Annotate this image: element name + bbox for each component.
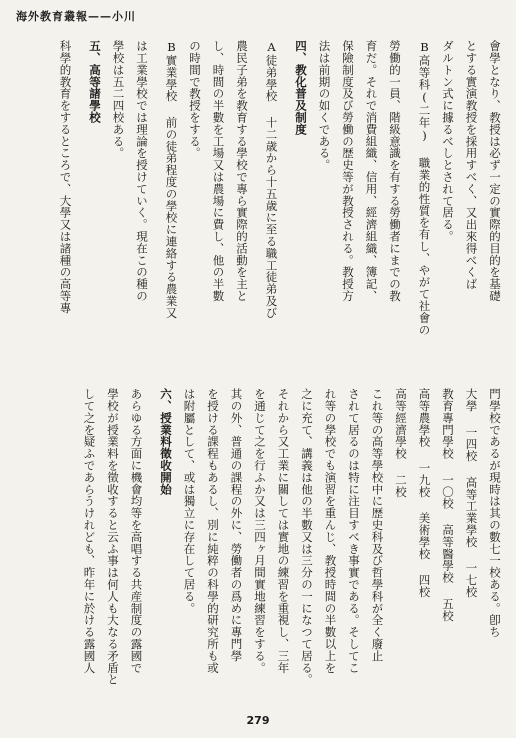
text-line: されて居るのは特に注目すべき事實である。そしてこ xyxy=(347,388,361,674)
text-line: を通じて之を行ふか又は三四ヶ月間實地練習をする。 xyxy=(253,388,267,674)
text-line: 教育專門學校 一〇校 高等醫學校 五校 xyxy=(441,388,455,622)
text-line: 學校は五二四校ある。 xyxy=(111,40,126,159)
text-line: し、時間の半數を工場又は農場に費し、他の半數 xyxy=(211,40,226,302)
upper-text-block xyxy=(16,40,506,370)
text-line: 其の外、普通の課程の外に、勞働者の爲めに專門學 xyxy=(229,388,244,662)
text-line: 學校が授業料を徵收すると云ふ事は何人も大なる矛盾と xyxy=(106,388,120,686)
text-line: あらゆる方面に機會均等を高唱する共産制度の露國で xyxy=(129,388,144,674)
text-line: B高等科(二年) 職業的性質を有し、やがて社會の xyxy=(417,40,432,336)
text-line: 會學となり、教授は必ず一定の實際的目的を基礎 xyxy=(488,40,502,302)
running-head: 海外教育叢報——小川 xyxy=(16,10,136,23)
text-line: 門學校であるが現時は其の數七一校ある。卽ち xyxy=(488,388,502,638)
text-line: は附屬として、或は獨立に存在して居る。 xyxy=(182,388,197,615)
lower-text-block xyxy=(16,388,506,706)
section-heading: 六、授業料徵收開始 xyxy=(159,388,173,496)
text-line: は工業學校では理論を授けていく。現在この種の xyxy=(135,40,149,302)
text-line: これ等の高等學校中に歴史科及び哲學科が全く廢止 xyxy=(370,388,385,662)
text-line: 法は前期の如くである。 xyxy=(317,40,332,171)
text-line: の時間で教授をする。 xyxy=(188,40,202,159)
text-line: 科學的教育をするところで、大學又は諸種の高等專 xyxy=(58,40,73,314)
text-line: 之に充て、講義は他の半數又は三分の一になつて居る。 xyxy=(300,388,314,686)
text-line: 育だ。それで消費組織、信用、經濟組織、簿記、 xyxy=(364,40,379,302)
text-line: 高等經濟學校 二校 xyxy=(394,388,408,498)
text-line: れ等の學校でも演習を重んじ、教授時間の半數以上を xyxy=(323,388,338,674)
text-line: 勞働的一員、階級意識を有する勞働者にまでの教 xyxy=(388,40,402,302)
section-heading: 五、高等諸學校 xyxy=(88,40,102,124)
text-line: とする實演教授を採用すべく、又出來得べくば xyxy=(464,40,479,290)
text-line: ダルトン式に據るべしとされて居る。 xyxy=(441,40,455,243)
text-line: それから又工業に關しては實地の練習を重視し、三年 xyxy=(276,388,291,674)
text-line: を授ける課程もあるし、別に純粹の科學的研究所も或 xyxy=(206,388,220,674)
text-line: 保險制度及び勞働の歴史等が教授される。教授方 xyxy=(341,40,355,302)
text-line: 農民子弟を教育する學校で專ら實際的活動を主と xyxy=(235,40,249,302)
text-line: して之を疑ふであらうけれども、昨年に於ける露國人 xyxy=(82,388,97,674)
page-number: 279 xyxy=(246,714,270,727)
text-line: 大學 一四校 高等工業學校 一七校 xyxy=(464,388,479,598)
text-line: 高等農學校 一九校 美術學校 四校 xyxy=(417,388,432,598)
text-line: B實業學校 前の徒弟程度の學校に連絡する農業又 xyxy=(164,40,179,319)
section-heading: 四、教化普及制度 xyxy=(294,40,308,136)
text-line: A徒弟學校 十二歳から十五歳に至る職工徒弟及び xyxy=(264,40,279,319)
